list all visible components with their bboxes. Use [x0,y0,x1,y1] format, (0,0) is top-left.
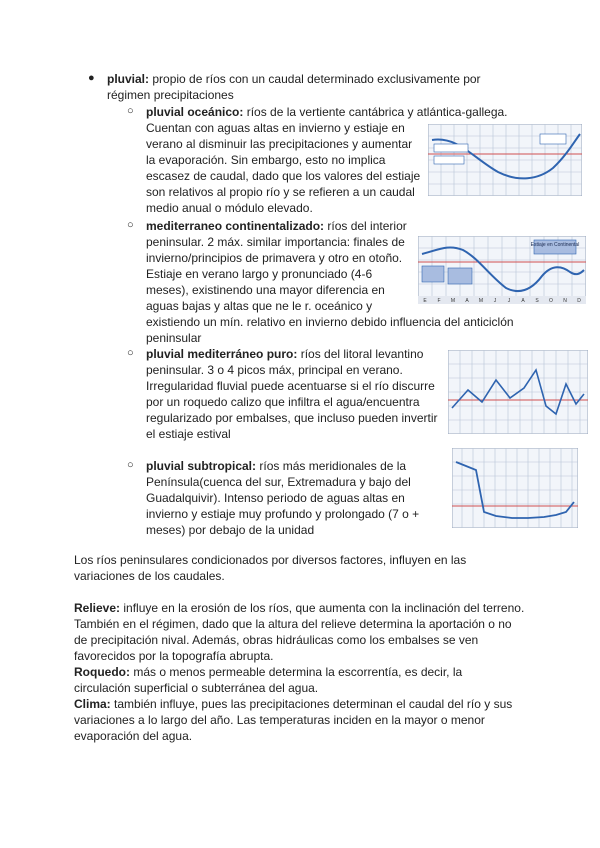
oceanico-term: pluvial oceánico: [146,105,244,119]
oceanico-text: ríos de la vertiente cantábrica y atlántica-gallega. [246,105,508,119]
bullet-dot: ● [88,72,95,84]
mpuro-line-3: Irregularidad fluvial puede acentuarse si el río discurre [146,379,435,393]
intro-line-1: Los ríos peninsulares condicionados por diversos factores, influyen en las [74,553,467,567]
bullet-circle: ○ [127,347,134,359]
oceanico-line-6: son relativos al propio río y se refieren a un caudal [146,185,415,199]
hydrograph-oceanico [428,124,582,196]
pluvial-line-1 [107,71,481,87]
mpuro-line-1 [146,346,423,362]
roquedo-line-2: circulación superficial o subterránea del agua. [74,681,319,695]
svg-text:N: N [563,298,567,304]
roquedo-line-1 [74,664,462,680]
subtrop-line-2: Península(cuenca del sur, Extremadura y bajo del [146,475,411,489]
mcont-line-5: meses), existinendo una mayor diferencia en [146,283,385,297]
oceanico-line-4: la evaporación. Sin embargo, esto no implica [146,153,386,167]
mcont-line-7: existiendo un mín. relativo en invierno debido influencia del anticiclón [146,315,514,329]
relieve-line-4: favorecidos por la topografía abrupta. [74,649,274,663]
mcont-line-4: Estiaje en verano largo y pronunciado (4-6 [146,267,373,281]
svg-text:E: E [423,298,427,304]
mcont-line-3: invierno/principios de primavera y otro en otoño. [146,251,403,265]
oceanico-line-7: medio anual o módulo elevado. [146,201,313,215]
svg-text:D: D [577,298,581,304]
hydrograph-mediterraneo-continental [418,236,586,304]
svg-text:S: S [535,298,539,304]
bullet-circle: ○ [127,219,134,231]
mcont-line-8: peninsular [146,331,202,345]
clima-term: Clima: [74,697,111,711]
intro-line-2: variaciones de los caudales. [74,569,225,583]
relieve-line-2: También en el régimen, dado que la altura del relieve determina la aportación o no [74,617,512,631]
mpuro-term: pluvial mediterráneo puro: [146,347,298,361]
pluvial-line-2: régimen precipitaciones [107,88,234,102]
svg-text:M: M [450,298,456,304]
svg-text:F: F [437,298,441,304]
relieve-text: influye en la erosión de los ríos, que aumenta con la inclinación del terreno. [123,601,525,615]
svg-text:A: A [465,298,469,304]
mcont-text: ríos del interior [327,219,407,233]
clima-line-3: evaporación del agua. [74,729,193,743]
subtrop-term: pluvial subtropical: [146,459,257,473]
mcont-line-6: aguas bajas y altas que ne le r. oceánico y [146,299,373,313]
estiaje-label: Estiaje en Continental [530,242,580,248]
oceanico-line-1 [146,104,508,120]
svg-text:M: M [478,298,484,304]
relieve-line-1 [74,600,524,616]
mcont-term: mediterraneo continentalizado: [146,219,325,233]
subtrop-line-4: invierno y estiaje muy profundo y prolongado (7 o + [146,507,420,521]
oceanico-line-5: escasez de caudal, dado que los valores del estiaje [146,169,421,183]
svg-text:O: O [549,298,553,304]
bullet-circle: ○ [127,105,134,117]
roquedo-text: más o menos permeable determina la escorrentía, es decir, la [133,665,463,679]
subtrop-text: ríos más meridionales de la [259,459,407,473]
mpuro-line-5: regularizado por embalses, que incluso pueden invertir [146,411,438,425]
pluvial-term: pluvial: [107,72,150,86]
mcont-line-1 [146,218,407,234]
roquedo-term: Roquedo: [74,665,130,679]
svg-text:J: J [493,298,497,304]
relieve-term: Relieve: [74,601,121,615]
relieve-line-3: de precipitación nival. Además, obras hidráulicas como los embalses se ven [74,633,479,647]
mpuro-line-2: peninsular. 3 o 4 picos máx, principal en verano. [146,363,403,377]
clima-line-2: variaciones a lo largo del año. Las temperaturas inciden en la mayor o menor [74,713,485,727]
clima-line-1 [74,696,512,712]
bullet-circle: ○ [127,459,134,471]
hydrograph-mediterraneo-puro [448,350,588,434]
oceanico-line-3: verano al disminuir las precipitaciones y aumentar [146,137,413,151]
mpuro-text: ríos del litoral levantino [300,347,424,361]
subtrop-line-1 [146,458,406,474]
mcont-line-2: peninsular. 2 máx. similar importancia: finales de [146,235,405,249]
pluvial-text: propio de ríos con un caudal determinado exclusivamente por [152,72,481,86]
mpuro-line-4: por un roquedo calizo que infiltra el agua/encuentra [146,395,420,409]
subtrop-line-5: meses) por debajo de la unidad [146,523,315,537]
mpuro-line-6: el estiaje estival [146,427,231,441]
hydrograph-subtropical [452,448,578,528]
subtrop-line-3: Guadalquivir). Intenso periodo de aguas altas en [146,491,405,505]
clima-text: también influye, pues las precipitaciones determinan el caudal del río y sus [114,697,513,711]
svg-text:A: A [521,298,525,304]
svg-text:J: J [507,298,511,304]
oceanico-line-2: Cuentan con aguas altas en invierno y estiaje en [146,121,405,135]
